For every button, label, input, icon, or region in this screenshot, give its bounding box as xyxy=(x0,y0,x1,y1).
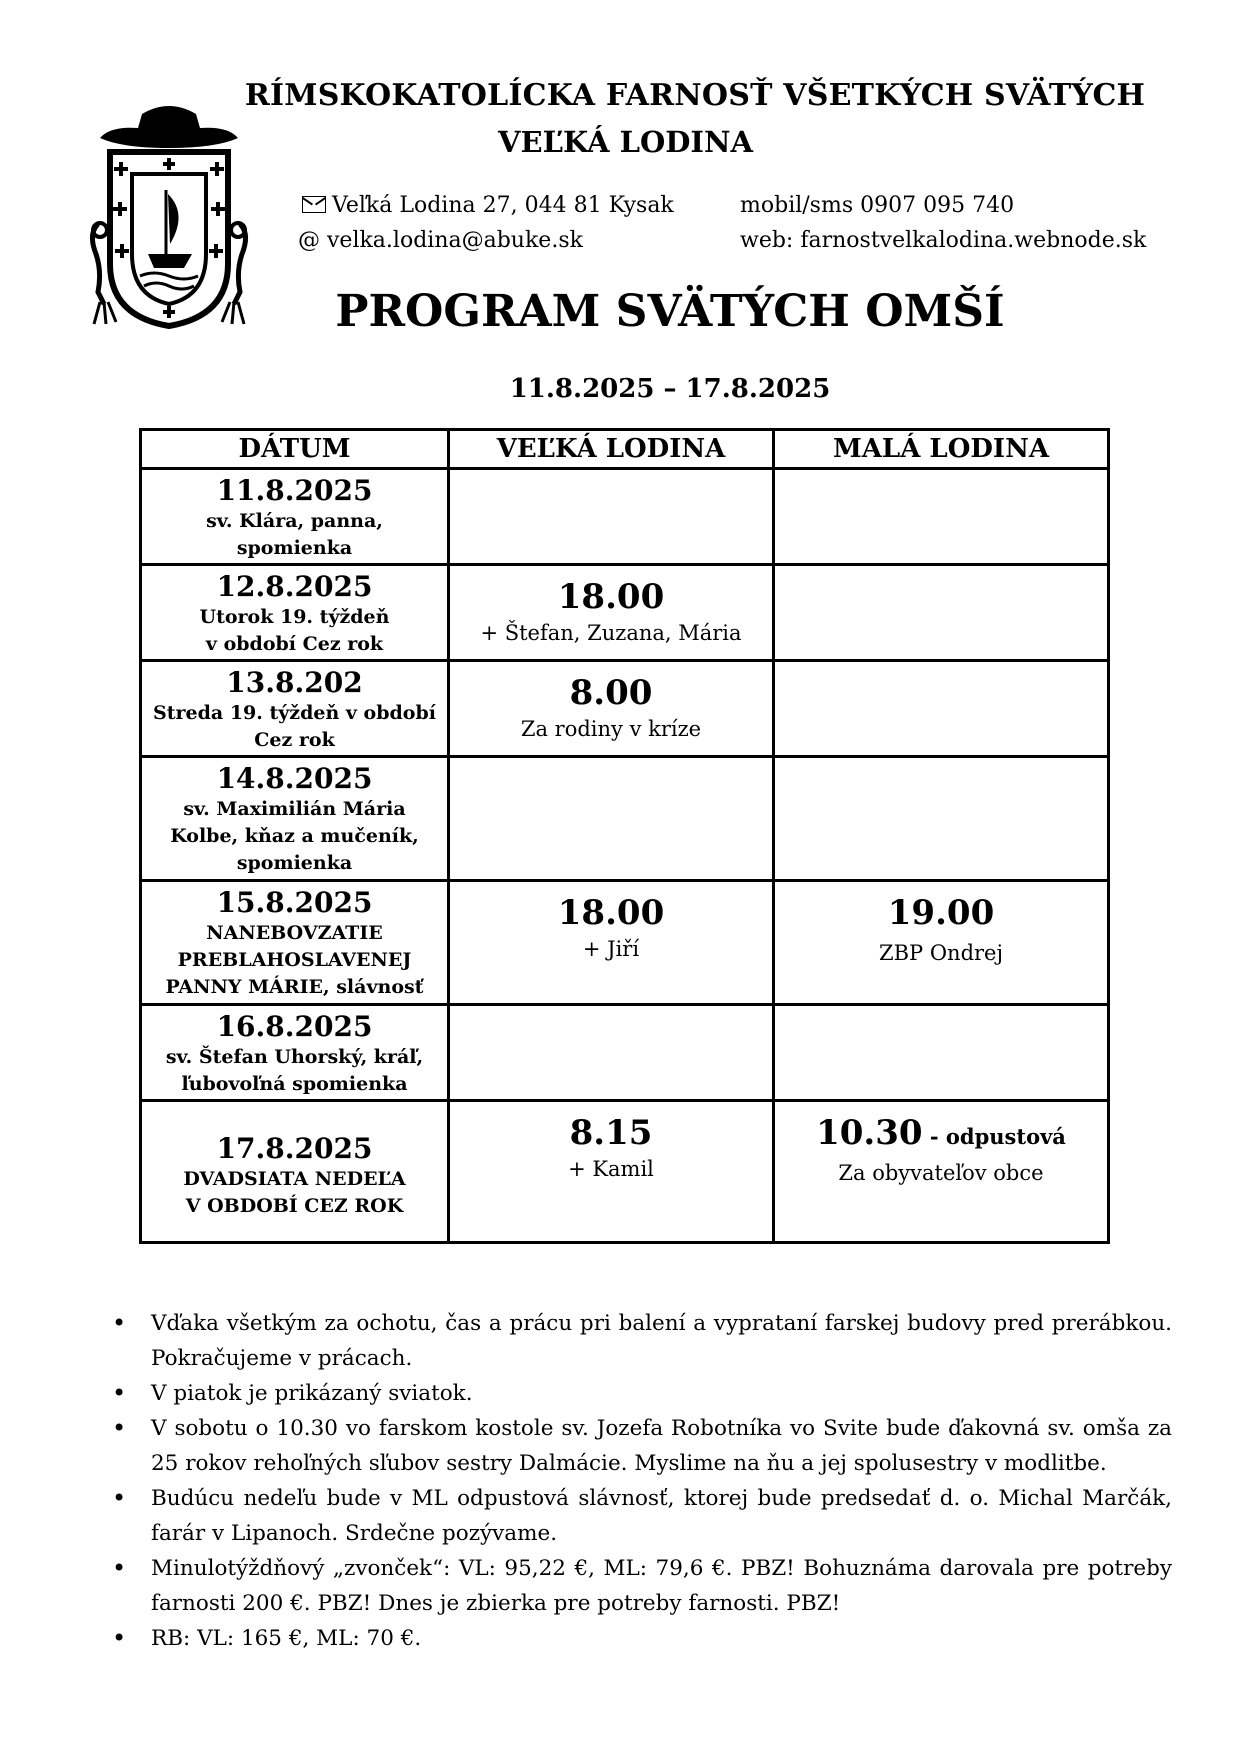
mala-lodina-cell xyxy=(774,565,1109,661)
announcements-list xyxy=(112,1306,1172,1656)
mass-intention: Za obyvateľov obce xyxy=(838,1161,1044,1185)
mass-intention: ZBP Ondrej xyxy=(879,941,1003,965)
liturgical-day: sv. Maximilián Mária Kolbe, kňaz a mučeník, spomienka xyxy=(170,798,419,874)
table-row xyxy=(141,757,1109,881)
date-cell xyxy=(141,1101,449,1243)
date: 14.8.2025 xyxy=(216,762,373,795)
column-header-mala-lodina: MALÁ LODINA xyxy=(774,430,1109,469)
velka-lodina-cell xyxy=(449,1005,774,1101)
mala-lodina-cell xyxy=(774,1005,1109,1101)
table-row xyxy=(141,565,1109,661)
liturgical-day: NANEBOVZATIE PREBLAHOSLAVENEJ PANNY MÁRIE, slávnosť xyxy=(165,922,424,998)
velka-lodina-cell xyxy=(449,565,774,661)
envelope-icon xyxy=(302,196,326,213)
liturgical-day: Utorok 19. týždeň v období Cez rok xyxy=(199,606,390,655)
mass-time: 8.00 xyxy=(569,673,653,713)
parish-name: RÍMSKOKATOLÍCKA FARNOSŤ VŠETKÝCH SVÄTÝCH xyxy=(244,78,1146,113)
mass-time-value: 19.00 xyxy=(887,893,995,933)
mass-time xyxy=(775,1112,1107,1158)
table-row xyxy=(141,469,1109,565)
announcement-item: • V sobotu o 10.30 vo farskom kostole sv. Jozefa Robotníka vo Svite bude ďakovná sv. omša za 25 rokov rehoľných sľubov sestry Dalmácie. Myslime na ňu a jej spolusestry v modlitbe. xyxy=(112,1411,1172,1481)
mass-intention: + Jiří xyxy=(582,937,640,961)
date-cell xyxy=(141,565,449,661)
mobile: mobil/sms 0907 095 740 xyxy=(740,193,1015,218)
table-row xyxy=(141,661,1109,757)
date-cell xyxy=(141,1005,449,1101)
liturgical-day: sv. Klára, panna, spomienka xyxy=(206,510,383,559)
announcement-item: • Vďaka všetkým za ochotu, čas a prácu pri balení a vyprataní farskej budovy pred prerábkou. Pokračujeme v prácach. xyxy=(112,1306,1172,1376)
velka-lodina-cell xyxy=(449,757,774,881)
liturgical-day: sv. Štefan Uhorský, kráľ, ľubovoľná spomienka xyxy=(165,1046,424,1095)
mala-lodina-cell xyxy=(774,881,1109,1005)
mass-time-value: 10.30 xyxy=(816,1113,923,1153)
date: 11.8.2025 xyxy=(216,474,373,507)
table-row xyxy=(141,881,1109,1005)
liturgical-day: Streda 19. týždeň v období Cez rok xyxy=(153,702,436,751)
date: 17.8.2025 xyxy=(216,1132,373,1165)
date-cell xyxy=(141,661,449,757)
liturgical-day: DVADSIATA NEDEĽA V OBDOBÍ CEZ ROK xyxy=(183,1168,406,1217)
column-header-date: DÁTUM xyxy=(141,430,449,469)
announcement-item: • Minulotýždňový „zvonček“: VL: 95,22 €, ML: 79,6 €. PBZ! Bohuznáma darovala pre potreby farnosti 200 €. PBZ! Dnes je zbierka pre potreby farnosti. PBZ! xyxy=(112,1551,1172,1621)
velka-lodina-cell xyxy=(449,881,774,1005)
week-range: 11.8.2025 – 17.8.2025 xyxy=(509,374,831,404)
mala-lodina-cell xyxy=(774,757,1109,881)
mass-time: 18.00 xyxy=(557,577,665,617)
address xyxy=(302,193,674,218)
velka-lodina-cell xyxy=(449,469,774,565)
email: @ velka.lodina@abuke.sk xyxy=(298,228,583,253)
mass-intention: Za rodiny v kríze xyxy=(520,717,702,741)
parish-village: VEĽKÁ LODINA xyxy=(498,125,753,159)
mala-lodina-cell xyxy=(774,1101,1109,1243)
velka-lodina-cell xyxy=(449,1101,774,1243)
velka-lodina-cell xyxy=(449,661,774,757)
mass-intention: + Štefan, Zuzana, Mária xyxy=(480,621,742,645)
date-cell xyxy=(141,757,449,881)
address-text: Veľká Lodina 27, 044 81 Kysak xyxy=(332,193,674,218)
table-header-row xyxy=(141,430,1109,469)
mass-intention: + Kamil xyxy=(568,1157,654,1181)
announcement-item: • Budúcu nedeľu bude v ML odpustová slávnosť, ktorej bude predsedať d. o. Michal Marčák, farár v Lipanoch. Srdečne pozývame. xyxy=(112,1481,1172,1551)
website: web: farnostvelkalodina.webnode.sk xyxy=(740,228,1147,253)
date: 12.8.2025 xyxy=(216,570,373,603)
announcement-item: • V piatok je prikázaný sviatok. xyxy=(112,1376,1172,1411)
mass-schedule-table xyxy=(139,428,1110,1244)
announcement-item: • RB: VL: 165 €, ML: 70 €. xyxy=(112,1621,1172,1656)
mass-time: 8.15 xyxy=(569,1113,653,1153)
date-cell xyxy=(141,469,449,565)
date: 13.8.202 xyxy=(226,666,363,699)
table-row xyxy=(141,1005,1109,1101)
mala-lodina-cell xyxy=(774,469,1109,565)
date-cell xyxy=(141,881,449,1005)
mass-time: 18.00 xyxy=(557,893,665,933)
mass-note: - odpustová xyxy=(922,1124,1066,1149)
page-title: PROGRAM SVÄTÝCH OMŠÍ xyxy=(335,286,1005,337)
column-header-velka-lodina: VEĽKÁ LODINA xyxy=(449,430,774,469)
table-row xyxy=(141,1101,1109,1243)
mass-time xyxy=(775,892,1107,938)
date: 15.8.2025 xyxy=(216,886,373,919)
mala-lodina-cell xyxy=(774,661,1109,757)
date: 16.8.2025 xyxy=(216,1010,373,1043)
